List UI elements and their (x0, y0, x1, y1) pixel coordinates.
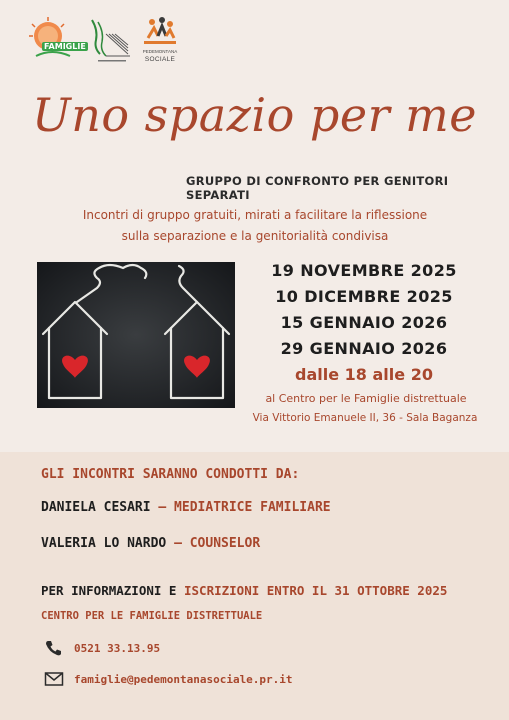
intro-text (30, 205, 480, 247)
date-2: 10 DICEMBRE 2025 (275, 287, 453, 306)
envelope-icon (44, 670, 64, 688)
phone-contact[interactable] (44, 639, 160, 657)
famiglie-logo (26, 16, 86, 64)
pedemontana-logo-line1: PEDEMONTANA (142, 49, 178, 54)
email-contact[interactable] (44, 670, 293, 688)
venue-name: al Centro per le Famiglie distrettuale (265, 392, 467, 405)
famiglie-sun-icon (26, 16, 78, 64)
people-icon (140, 16, 180, 46)
date-4: 29 GENNAIO 2026 (280, 339, 448, 358)
registration-deadline: ISCRIZIONI ENTRO IL 31 OTTOBRE 2025 (184, 583, 448, 598)
date-3: 15 GENNAIO 2026 (280, 313, 448, 332)
facilitator-1 (41, 500, 331, 515)
columns-icon (88, 16, 132, 64)
facilitator-2 (41, 536, 260, 551)
registration-info (41, 583, 447, 598)
phone-number[interactable]: 0521 33.13.95 (74, 641, 161, 655)
date-1: 19 NOVEMBRE 2025 (271, 261, 457, 280)
intro-line-2: sulla separazione e la genitorialità condivisa (121, 229, 389, 243)
intro-line-1: Incontri di gruppo gratuiti, mirati a facilitare la riflessione (82, 208, 428, 222)
phone-icon (44, 639, 64, 657)
facilitator-2-role: – COUNSELOR (174, 536, 261, 551)
venue-address: Via Vittorio Emanuele II, 36 - Sala Baganza (252, 412, 478, 424)
page-title: Uno spazio per me (31, 88, 478, 142)
facilitator-2-name: VALERIA LO NARDO (41, 536, 167, 551)
chalkboard-houses-image (37, 262, 235, 408)
famiglie-logo-text: FAMIGLIE (44, 42, 86, 51)
pedemontana-sociale-logo (140, 16, 180, 64)
facilitator-1-role: – MEDIATRICE FAMILIARE (158, 500, 331, 515)
institution-logo (88, 16, 132, 64)
info-centre-name: CENTRO PER LE FAMIGLIE DISTRETTUALE (41, 610, 263, 622)
email-address[interactable]: famiglie@pedemontanasociale.pr.it (74, 672, 293, 686)
facilitator-1-name: DANIELA CESARI (41, 500, 151, 515)
meeting-dates (250, 258, 478, 388)
page-subtitle: GRUPPO DI CONFRONTO PER GENITORI SEPARATI (186, 174, 449, 202)
registration-prefix: PER INFORMAZIONI E (41, 583, 177, 598)
facilitators-heading: GLI INCONTRI SARANNO CONDOTTI DA: (41, 467, 300, 482)
pedemontana-logo-line2: SOCIALE (144, 56, 176, 63)
meeting-time: dalle 18 alle 20 (295, 365, 433, 384)
